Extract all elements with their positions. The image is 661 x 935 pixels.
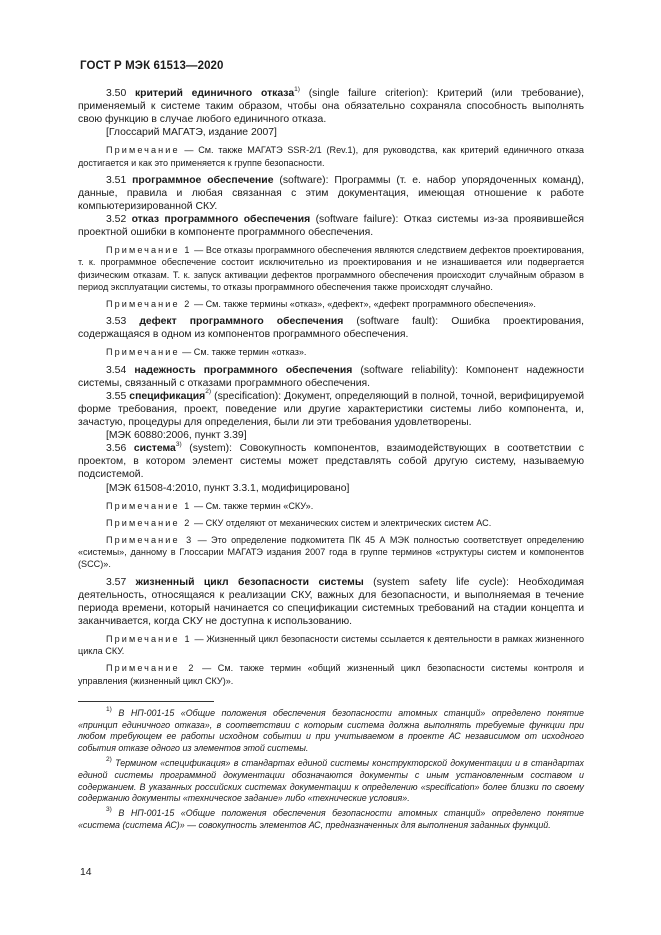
- footnote: [78, 758, 584, 805]
- definition-entry: [78, 390, 584, 442]
- entry-number: 3.50: [106, 88, 127, 99]
- definition-text: (single failure criterion): Критерий (или требование), применяемый к системе таким образом, чтобы она обязательно сохраняла способность выполнять свою функцию в случае любого единичного отказа.: [78, 88, 584, 126]
- footnotes: [78, 705, 584, 832]
- footnote-ref[interactable]: 3): [175, 440, 182, 448]
- footnote-ref[interactable]: 2): [205, 388, 212, 396]
- note-label: Примечание 2: [106, 663, 196, 674]
- footnote-divider: [78, 701, 214, 702]
- definition-paragraph: [78, 364, 584, 390]
- term: система: [133, 443, 176, 455]
- note-text: — См. также МАГАТЭ SSR-2/1 (Rev.1), для руководства, как критерий единичного отказа достигается и как это применяется к группе безопасности.: [78, 145, 584, 168]
- note: [78, 633, 584, 657]
- definition-paragraph: [78, 87, 584, 126]
- footnote-text: В НП-001-15 «Общие положения обеспечения безопасности атомных станций» определено понятие «система (система АС)» — совокупность элементов АС, предназначенных для выполнения заданных функций.: [78, 808, 584, 830]
- note-label: Примечание 3: [106, 535, 194, 545]
- entry-number: 3.56: [106, 443, 127, 455]
- footnote: [78, 808, 584, 832]
- entry-number: 3.57: [106, 576, 127, 588]
- document-body: [78, 87, 584, 835]
- note-text: — Жизненный цикл безопасности системы ссылается к деятельности в рамках жизненного цикла СКУ.: [78, 633, 585, 657]
- note-text: — См. также термины «отказ», «дефект», «дефект программного обеспечения».: [191, 299, 536, 310]
- note: [78, 298, 584, 310]
- note-label: Примечание 1: [106, 633, 192, 644]
- footnote-mark: 2): [106, 756, 112, 764]
- footnote-mark: 1): [106, 705, 112, 713]
- footnote-ref[interactable]: 1): [294, 85, 300, 93]
- note-label: Примечание 1: [106, 500, 192, 511]
- entry-number: 3.52: [106, 214, 127, 226]
- term: критерий единичного отказа: [134, 88, 295, 99]
- term: отказ программного обеспечения: [131, 214, 311, 226]
- note-label: Примечание: [106, 347, 180, 358]
- footnote-mark: 3): [106, 806, 112, 814]
- definition-text: (software): Программы (т. е. набор упорядоченных команд), данные, правила и любая связанная с этим документация, имеющая отношение к работе компьютеризированной СКУ.: [78, 174, 584, 212]
- note: [78, 244, 584, 293]
- page-header: ГОСТ Р МЭК 61513—2020: [80, 60, 224, 72]
- footnote-text: В НП-001-15 «Общие положения обеспечения безопасности атомных станций» определено понятие «принцип единичного отказа», в соответствии с которым система должна выполнять требуемые функции при любом требующем ее работы исходном событии и при учитываемом в проекте АС независимом от исходного события отказе одного из элементов этой системы.: [78, 707, 584, 754]
- term: спецификация: [129, 390, 206, 402]
- term: жизненный цикл безопасности системы: [135, 576, 364, 588]
- note-label: Примечание 2: [106, 517, 192, 528]
- entry-number: 3.53: [106, 316, 127, 328]
- definition-paragraph: [78, 174, 584, 213]
- definition-text: (system safety life cycle): Необходимая деятельность, относящаяся к реализации СКУ, важных для безопасности, и выполняемая в течение периода времени, который начинается со спецификации системных требований на стадии концепта и заканчивается, когда СКУ не доступна к использованию.: [78, 576, 584, 627]
- definition-text: (specification): Документ, определяющий в полной, точной, верифицируемой форме требования, проект, поведение или другие характеристики системы либо компонента, и, зачастую, процедуры для определения, были ли эти требования удовлетворены.: [78, 390, 585, 429]
- footnote: [78, 705, 584, 755]
- note-label: Примечание: [106, 145, 180, 156]
- definition-paragraph: [78, 442, 584, 481]
- definition-entry: [78, 87, 584, 169]
- definition-text: (software fault): Ошибка проектирования, содержащаяся в одном из компонентов программного обеспечения.: [78, 316, 584, 341]
- term: программное обеспечение: [132, 174, 274, 186]
- definition-paragraph: [78, 315, 584, 341]
- definition-text: (system): Совокупность компонентов, взаимодействующих в соответствии с проектом, в котором элемент системы может представлять собой другую систему, называемую подсистемой.: [78, 443, 584, 481]
- note-text: — См. также термин «общий жизненный цикл безопасности системы контроля и управления (жизненный цикл СКУ)».: [78, 663, 584, 686]
- source-reference: [Глоссарий МАГАТЭ, издание 2007]: [106, 127, 277, 139]
- definition-paragraph: [78, 213, 584, 239]
- definition-paragraph: [78, 390, 584, 429]
- entry-number: 3.51: [106, 174, 127, 186]
- note-text: — Все отказы программного обеспечения являются следствием дефектов проектирования, т. к. программное обеспечение состоит исключительно из проектирования и не изнашивается или подвергается физическим отказам. Т. к. запуск активации дефектов программного обеспечения происходит случайным образом в период эксплуатации системы, то отказы программного обеспечения также происходят случайно.: [78, 245, 584, 292]
- source-reference: [МЭК 60880:2006, пункт 3.39]: [106, 430, 247, 442]
- definition-entry: [78, 442, 584, 570]
- definition-text: (software reliability): Компонент надежности системы, связанный с отказами программного обеспечения.: [78, 364, 584, 389]
- definition-entry: [78, 174, 584, 213]
- note-text: — Это определение подкомитета ПК 45 А МЭК полностью соответствует определению «системы», данному в Глоссарии МАГАТЭ издания 2007 года в группе терминов «структуры систем и компонентов (SCC)».: [78, 535, 584, 570]
- term: надежность программного обеспечения: [134, 364, 353, 376]
- note-text: — См. также термин «отказ».: [179, 347, 307, 358]
- note-text: — См. также термин «СКУ».: [191, 500, 314, 511]
- term: дефект программного обеспечения: [139, 316, 344, 328]
- definition-text: (software failure): Отказ системы из-за проявившейся проектной ошибки в компоненте программного обеспечения.: [78, 214, 584, 239]
- note: [78, 662, 584, 686]
- note-text: — СКУ отделяют от механических систем и электрических систем АС.: [191, 517, 492, 528]
- note: [78, 534, 584, 571]
- note: [78, 500, 584, 512]
- note-label: Примечание 1: [106, 245, 192, 256]
- entry-number: 3.54: [106, 364, 127, 376]
- page-number: 14: [80, 867, 92, 878]
- definition-entry: [78, 364, 584, 390]
- definition-entry: [78, 213, 584, 310]
- definition-entry: [78, 315, 584, 358]
- definition-paragraph: [78, 576, 584, 628]
- entry-number: 3.55: [106, 390, 127, 402]
- note: [78, 517, 584, 529]
- definition-entry: [78, 576, 584, 687]
- note: [78, 346, 584, 358]
- note: [78, 144, 584, 168]
- source-reference: [МЭК 61508-4:2010, пункт 3.3.1, модифицировано]: [106, 482, 350, 494]
- note-label: Примечание 2: [106, 299, 192, 310]
- footnote-text: Термином «спецификация» в стандартах единой системы конструкторской документации и в стандартах единой системы программной документации обозначаются документы с иным установленным составом и содержанием. В указанных российских системах документации к определению «specification» более близки по своему содержанию документы «техническое задание» либо «технические условия».: [78, 757, 584, 804]
